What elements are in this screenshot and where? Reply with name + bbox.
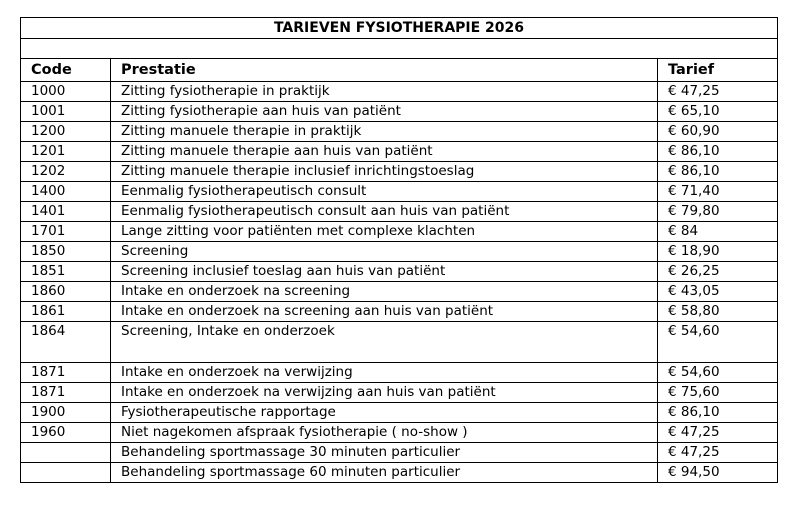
table-row (21, 262, 778, 282)
spacer-cell (21, 39, 778, 59)
tarief-cell: € 54,60 (658, 322, 778, 363)
table-row (21, 222, 778, 242)
header-tarief: Tarief (658, 59, 778, 82)
table-row (21, 363, 778, 383)
code-cell: 1871 (21, 383, 111, 403)
prestatie-cell: Behandeling sportmassage 30 minuten particulier (111, 443, 658, 463)
tarief-cell: € 47,25 (658, 423, 778, 443)
tarief-cell: € 75,60 (658, 383, 778, 403)
table-row (21, 423, 778, 443)
prestatie-cell: Eenmalig fysiotherapeutisch consult (111, 182, 658, 202)
table-title: TARIEVEN FYSIOTHERAPIE 2026 (21, 18, 778, 39)
table-row (21, 122, 778, 142)
table-row (21, 242, 778, 262)
tarief-cell: € 47,25 (658, 82, 778, 102)
prestatie-cell: Screening, Intake en onderzoek (111, 322, 658, 363)
code-cell: 1400 (21, 182, 111, 202)
code-cell: 1401 (21, 202, 111, 222)
prestatie-cell: Intake en onderzoek na screening aan huis van patiënt (111, 302, 658, 322)
spacer-row (21, 39, 778, 59)
tarief-cell: € 54,60 (658, 363, 778, 383)
table-row (21, 463, 778, 483)
tarief-cell: € 26,25 (658, 262, 778, 282)
table-row (21, 182, 778, 202)
table-row (21, 443, 778, 463)
table-row (21, 142, 778, 162)
prestatie-cell: Zitting fysiotherapie aan huis van patiënt (111, 102, 658, 122)
table-row (21, 282, 778, 302)
code-cell: 1864 (21, 322, 111, 363)
table-row (21, 82, 778, 102)
prestatie-cell: Zitting manuele therapie aan huis van patiënt (111, 142, 658, 162)
tarief-cell: € 60,90 (658, 122, 778, 142)
tarief-cell: € 71,40 (658, 182, 778, 202)
prestatie-cell: Behandeling sportmassage 60 minuten particulier (111, 463, 658, 483)
code-cell: 1900 (21, 403, 111, 423)
tarief-cell: € 79,80 (658, 202, 778, 222)
table-row (21, 202, 778, 222)
code-cell: 1201 (21, 142, 111, 162)
tarief-cell: € 58,80 (658, 302, 778, 322)
prestatie-cell: Niet nagekomen afspraak fysiotherapie ( no-show ) (111, 423, 658, 443)
tarief-cell: € 18,90 (658, 242, 778, 262)
tarief-cell: € 94,50 (658, 463, 778, 483)
code-cell: 1960 (21, 423, 111, 443)
prestatie-cell: Zitting fysiotherapie in praktijk (111, 82, 658, 102)
prestatie-cell: Lange zitting voor patiënten met complexe klachten (111, 222, 658, 242)
code-cell: 1850 (21, 242, 111, 262)
header-prestatie: Prestatie (111, 59, 658, 82)
prestatie-cell: Intake en onderzoek na screening (111, 282, 658, 302)
table-row (21, 403, 778, 423)
code-cell: 1851 (21, 262, 111, 282)
tarief-cell: € 65,10 (658, 102, 778, 122)
code-cell: 1000 (21, 82, 111, 102)
tarief-cell: € 86,10 (658, 162, 778, 182)
code-cell: 1200 (21, 122, 111, 142)
table-row (21, 322, 778, 363)
code-cell: 1001 (21, 102, 111, 122)
code-cell: 1871 (21, 363, 111, 383)
prestatie-cell: Screening (111, 242, 658, 262)
tarief-cell: € 86,10 (658, 142, 778, 162)
table-row (21, 162, 778, 182)
prestatie-cell: Zitting manuele therapie inclusief inrichtingstoeslag (111, 162, 658, 182)
table-row (21, 102, 778, 122)
prestatie-cell: Screening inclusief toeslag aan huis van patiënt (111, 262, 658, 282)
code-cell: 1860 (21, 282, 111, 302)
header-code: Code (21, 59, 111, 82)
prestatie-cell: Intake en onderzoek na verwijzing (111, 363, 658, 383)
code-cell: 1202 (21, 162, 111, 182)
tariff-table-body (21, 18, 778, 483)
prestatie-cell: Intake en onderzoek na verwijzing aan huis van patiënt (111, 383, 658, 403)
tariff-table (20, 17, 778, 483)
tarief-cell: € 43,05 (658, 282, 778, 302)
code-cell (21, 443, 111, 463)
prestatie-cell: Zitting manuele therapie in praktijk (111, 122, 658, 142)
tarief-cell: € 86,10 (658, 403, 778, 423)
prestatie-cell: Fysiotherapeutische rapportage (111, 403, 658, 423)
tarief-cell: € 47,25 (658, 443, 778, 463)
code-cell: 1701 (21, 222, 111, 242)
code-cell (21, 463, 111, 483)
prestatie-cell: Eenmalig fysiotherapeutisch consult aan huis van patiënt (111, 202, 658, 222)
header-row (21, 59, 778, 82)
title-row (21, 18, 778, 39)
code-cell: 1861 (21, 302, 111, 322)
tarief-cell: € 84 (658, 222, 778, 242)
table-row (21, 383, 778, 403)
table-row (21, 302, 778, 322)
